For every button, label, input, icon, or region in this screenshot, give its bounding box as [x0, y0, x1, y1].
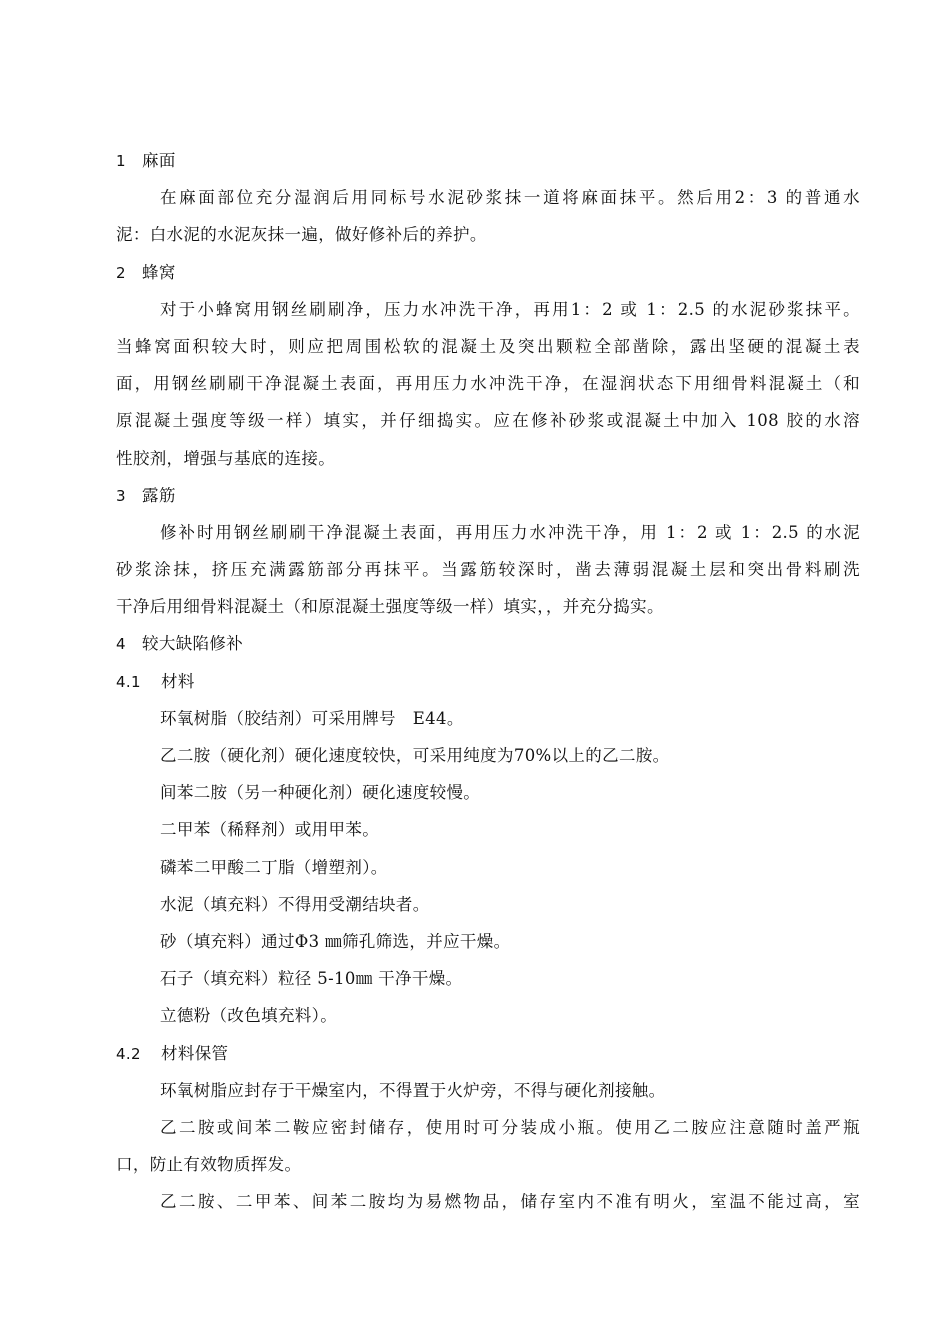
material-item: 砂（填充料）通过Φ3 ㎜筛孔筛选，并应干燥。	[160, 931, 511, 951]
section-title: 材料保管	[161, 1043, 229, 1063]
section-number: 4.2	[116, 1044, 141, 1063]
section-heading-1	[116, 142, 860, 179]
paragraph-line: 干净后用细骨料混凝土（和原混凝土强度等级一样）填实，，并充分捣实。	[116, 597, 664, 617]
paragraph-line: 对于小蜂窝用钢丝刷刷净，压力水冲洗干净，再用1：2 或 1：2.5 的水泥砂浆抹平。	[160, 299, 860, 319]
material-item: 水泥（填充料）不得用受潮结块者。	[160, 894, 430, 914]
material-item: 磷苯二甲酸二丁脂（增塑剂）。	[160, 857, 388, 877]
material-item: 二甲苯（稀释剂）或用甲苯。	[160, 820, 380, 840]
section-heading-4	[116, 625, 860, 662]
section-heading-2	[116, 254, 860, 291]
paragraph-line: 面，用钢丝刷刷干净混凝土表面，再用压力水冲洗干净，在湿润状态下用细骨料混凝土（和	[116, 374, 860, 394]
section-number: 1	[116, 152, 126, 170]
paragraph-line: 原混凝土强度等级一样）填实，并仔细捣实。应在修补砂浆或混凝土中加入 108 胶的水溶	[116, 411, 860, 431]
paragraph-line: 修补时用钢丝刷刷干净混凝土表面，再用压力水冲洗干净，用 1：2 或 1：2.5 的水泥	[160, 522, 860, 542]
material-item: 环氧树脂（胶结剂）可采用牌号 E44。	[160, 708, 464, 728]
paragraph-line: 砂浆涂抹，挤压充满露筋部分再抹平。当露筋较深时，凿去薄弱混凝土层和突出骨料刷洗	[116, 560, 860, 580]
section-title: 麻面	[142, 151, 176, 170]
section-number: 3	[116, 486, 126, 505]
paragraph-line: 口，防止有效物质挥发。	[116, 1155, 302, 1175]
paragraph-line: 当蜂窝面积较大时，则应把周围松软的混凝土及突出颗粒全部凿除，露出坚硬的混凝土表	[116, 336, 860, 356]
paragraph-line: 乙二胺、二甲苯、间苯二胺均为易燃物品，储存室内不准有明火，室温不能过高，室	[160, 1192, 860, 1212]
paragraph-line: 性胶剂，增强与基底的连接。	[116, 448, 336, 468]
material-item: 立德粉（改色填充料）。	[160, 1006, 338, 1026]
material-item: 间苯二胺（另一种硬化剂）硬化速度较慢。	[160, 783, 481, 803]
section-heading-3	[116, 477, 860, 514]
section-number: 2	[116, 263, 126, 282]
paragraph-line: 环氧树脂应封存于干燥室内，不得置于火炉旁，不得与硬化剂接触。	[160, 1080, 666, 1100]
section-number: 4.1	[116, 672, 141, 691]
paragraph-line: 乙二胺或间苯二鞍应密封储存，使用时可分装成小瓶。使用乙二胺应注意随时盖严瓶	[160, 1117, 860, 1137]
section-heading-4-2	[116, 1035, 860, 1072]
section-title: 蜂窝	[142, 262, 176, 282]
section-title: 较大缺陷修补	[142, 634, 244, 654]
material-item: 乙二胺（硬化剂）硬化速度较快，可采用纯度为70%以上的乙二胺。	[160, 746, 670, 765]
paragraph-line: 在麻面部位充分湿润后用同标号水泥砂浆抹一道将麻面抹平。然后用2：3 的普通水	[160, 188, 860, 208]
section-number: 4	[116, 635, 126, 654]
paragraph-line: 泥：白水泥的水泥灰抹一遍，做好修补后的养护。	[116, 225, 487, 245]
material-item: 石子（填充料）粒径 5-10㎜ 干净干燥。	[160, 969, 463, 989]
section-title: 材料	[161, 671, 195, 691]
section-heading-4-1	[116, 663, 860, 700]
document-page	[116, 142, 860, 1220]
section-title: 露筋	[142, 485, 176, 505]
